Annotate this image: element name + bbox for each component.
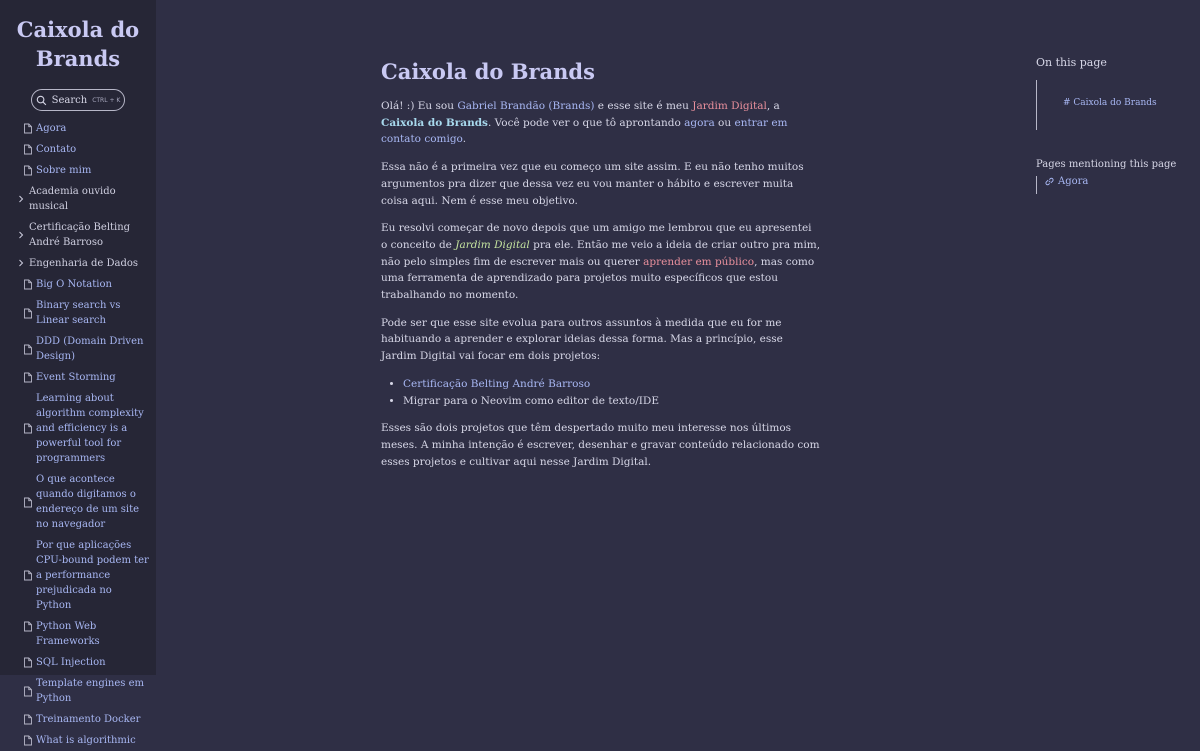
- nav-item-label: Python Web Frameworks: [36, 621, 100, 647]
- page-item[interactable]: [0, 388, 156, 469]
- toc-item[interactable]: # Caixola do Brands: [1063, 98, 1157, 108]
- right-panel: [1036, 0, 1186, 194]
- page-item[interactable]: [0, 331, 156, 367]
- link-certificacao-belting[interactable]: Certificação Belting André Barroso: [403, 377, 591, 390]
- file-icon: [22, 371, 33, 383]
- file-icon: [22, 620, 33, 632]
- intro-text-2: e esse site é meu: [594, 100, 693, 112]
- p3-text-2: pra ele. Então me veio a ideia de criar outro pra mim, não pelo simples fim de escrever mais ou querer: [381, 238, 821, 268]
- toc-heading[interactable]: On this page: [1036, 56, 1107, 69]
- page-item[interactable]: [0, 535, 156, 616]
- file-icon: [22, 343, 33, 355]
- nav-item-label: Por que aplicações CPU-bound podem ter a performance prejudicada no Python: [36, 540, 149, 611]
- file-icon: [22, 496, 33, 508]
- p3-text-3: , mas como uma ferramenta de aprendizado para projetos muito específicos que estou trabalhando no momento.: [381, 255, 815, 302]
- article-title: Caixola do Brands: [381, 59, 595, 84]
- page-item[interactable]: [0, 160, 156, 181]
- link-agora[interactable]: agora: [684, 116, 715, 129]
- page-item[interactable]: [0, 118, 156, 139]
- nav-item-label: Event Storming: [36, 372, 116, 383]
- site-title-line2[interactable]: Brands: [35, 46, 121, 71]
- link-icon: [1044, 176, 1055, 187]
- page-item[interactable]: [0, 295, 156, 331]
- list-item: • Migrar para o Neovim como editor de texto/IDE: [403, 393, 821, 410]
- p3-text-1: Eu resolvi começar de novo depois que um amigo me lembrou que eu apresentei o conceito de: [381, 222, 812, 251]
- page-item[interactable]: [0, 709, 156, 730]
- paragraph-4: Pode ser que esse site evolua para outros assuntos à medida que eu for me habituando a aprender e explorar ideias dessa forma. Mas a princípio, esse Jardim Digital vai focar em dois projetos:: [381, 316, 783, 363]
- project-list: [381, 376, 821, 409]
- intro-text-1: Olá! :) Eu sou: [381, 100, 458, 112]
- intro-text-6: .: [462, 133, 467, 146]
- file-icon: [22, 423, 33, 435]
- nav-item-label: DDD (Domain Driven Design): [36, 336, 144, 362]
- intro-text-3: , a: [766, 100, 780, 112]
- backlinks-list: [1036, 176, 1186, 194]
- search-icon: [36, 95, 47, 106]
- p3-emphasis-jardim-digital: Jardim Digital: [455, 238, 530, 251]
- nav-item-label: Agora: [36, 123, 67, 134]
- file-icon: [22, 122, 33, 134]
- paragraph-5: Esses são dois projetos que têm despertado muito meu interesse nos últimos meses. A minha intenção é escrever, desenhar e gravar conteúdo relacionado com esses projetos e cultivar aqui nesse Jardim Digital.: [381, 422, 820, 468]
- file-icon: [22, 570, 33, 582]
- nav-item-label: Contato: [36, 144, 77, 155]
- nav-item-label: Certificação Belting André Barroso: [29, 222, 131, 248]
- page-item[interactable]: [0, 274, 156, 295]
- paragraph-2: Essa não é a primeira vez que eu começo um site assim. E eu não tenho muitos argumentos pra dizer que dessa vez eu vou manter o hábito e escrever muita coisa aqui. Nem é esse meu objetivo.: [381, 161, 804, 207]
- page-item[interactable]: [0, 616, 156, 652]
- intro-text-5: ou: [714, 116, 735, 129]
- backlinks-heading: Pages mentioning this page: [1036, 159, 1177, 170]
- search-shortcut: CTRL + K: [92, 96, 121, 104]
- search-button[interactable]: [31, 89, 125, 111]
- link-aprender-em-publico[interactable]: aprender em público: [643, 255, 755, 268]
- file-icon: [22, 164, 33, 176]
- nav-item-label: Learning about algorithm complexity and efficiency is a powerful tool for programmers: [36, 393, 144, 464]
- file-icon: [22, 143, 33, 155]
- file-icon: [22, 713, 33, 725]
- intro-paragraph: [381, 98, 821, 148]
- nav-item-label: SQL Injection: [36, 657, 106, 668]
- nav-item-label: Academia ouvido musical: [29, 186, 116, 212]
- page-item[interactable]: [0, 139, 156, 160]
- chevron-right-icon[interactable]: [15, 193, 26, 205]
- link-caixola-do-brands[interactable]: Caixola do Brands: [381, 116, 488, 129]
- article: [381, 0, 821, 481]
- file-icon: [22, 278, 33, 290]
- page-item[interactable]: [0, 652, 156, 673]
- page-item[interactable]: [0, 367, 156, 388]
- paragraph-3: [381, 220, 821, 304]
- folder-item[interactable]: [0, 217, 156, 253]
- folder-item[interactable]: [0, 253, 156, 274]
- list-item: [403, 376, 821, 393]
- link-contato[interactable]: entrar em contato comigo: [381, 116, 788, 146]
- nav-item-label: Sobre mim: [36, 165, 92, 176]
- folder-item[interactable]: [0, 181, 156, 217]
- nav-item-label: Treinamento Docker: [36, 714, 141, 725]
- link-jardim-digital[interactable]: Jardim Digital: [692, 100, 767, 112]
- nav-item-label: O que acontece quando digitamos o endereço de um site no navegador: [36, 474, 140, 530]
- page-item[interactable]: [0, 673, 156, 709]
- page-item[interactable]: [0, 469, 156, 535]
- file-tree: [0, 118, 156, 751]
- search-label: Search: [51, 94, 88, 106]
- file-icon: [22, 734, 33, 746]
- nav-item-label: What is algorithmic: [36, 735, 136, 746]
- sidebar: [0, 0, 156, 746]
- nav-item-label: Big O Notation: [36, 279, 112, 290]
- nav-item-label: Engenharia de Dados: [29, 258, 139, 269]
- backlink-agora[interactable]: Agora: [1058, 176, 1089, 187]
- intro-text-4: . Você pode ver o que tô aprontando: [487, 116, 685, 129]
- chevron-right-icon[interactable]: [15, 229, 26, 241]
- nav-item-label: Template engines em Python: [36, 678, 144, 704]
- nav-item-label: Binary search vs Linear search: [36, 300, 121, 326]
- table-of-contents: [1036, 80, 1186, 130]
- file-icon: [22, 685, 33, 697]
- site-title[interactable]: [0, 15, 156, 73]
- link-gabriel-brandao[interactable]: Gabriel Brandão (Brands): [457, 100, 595, 112]
- chevron-right-icon[interactable]: [15, 257, 26, 269]
- site-title-line1[interactable]: Caixola do: [16, 17, 140, 42]
- file-icon: [22, 656, 33, 668]
- page-item[interactable]: [0, 730, 156, 751]
- file-icon: [22, 307, 33, 319]
